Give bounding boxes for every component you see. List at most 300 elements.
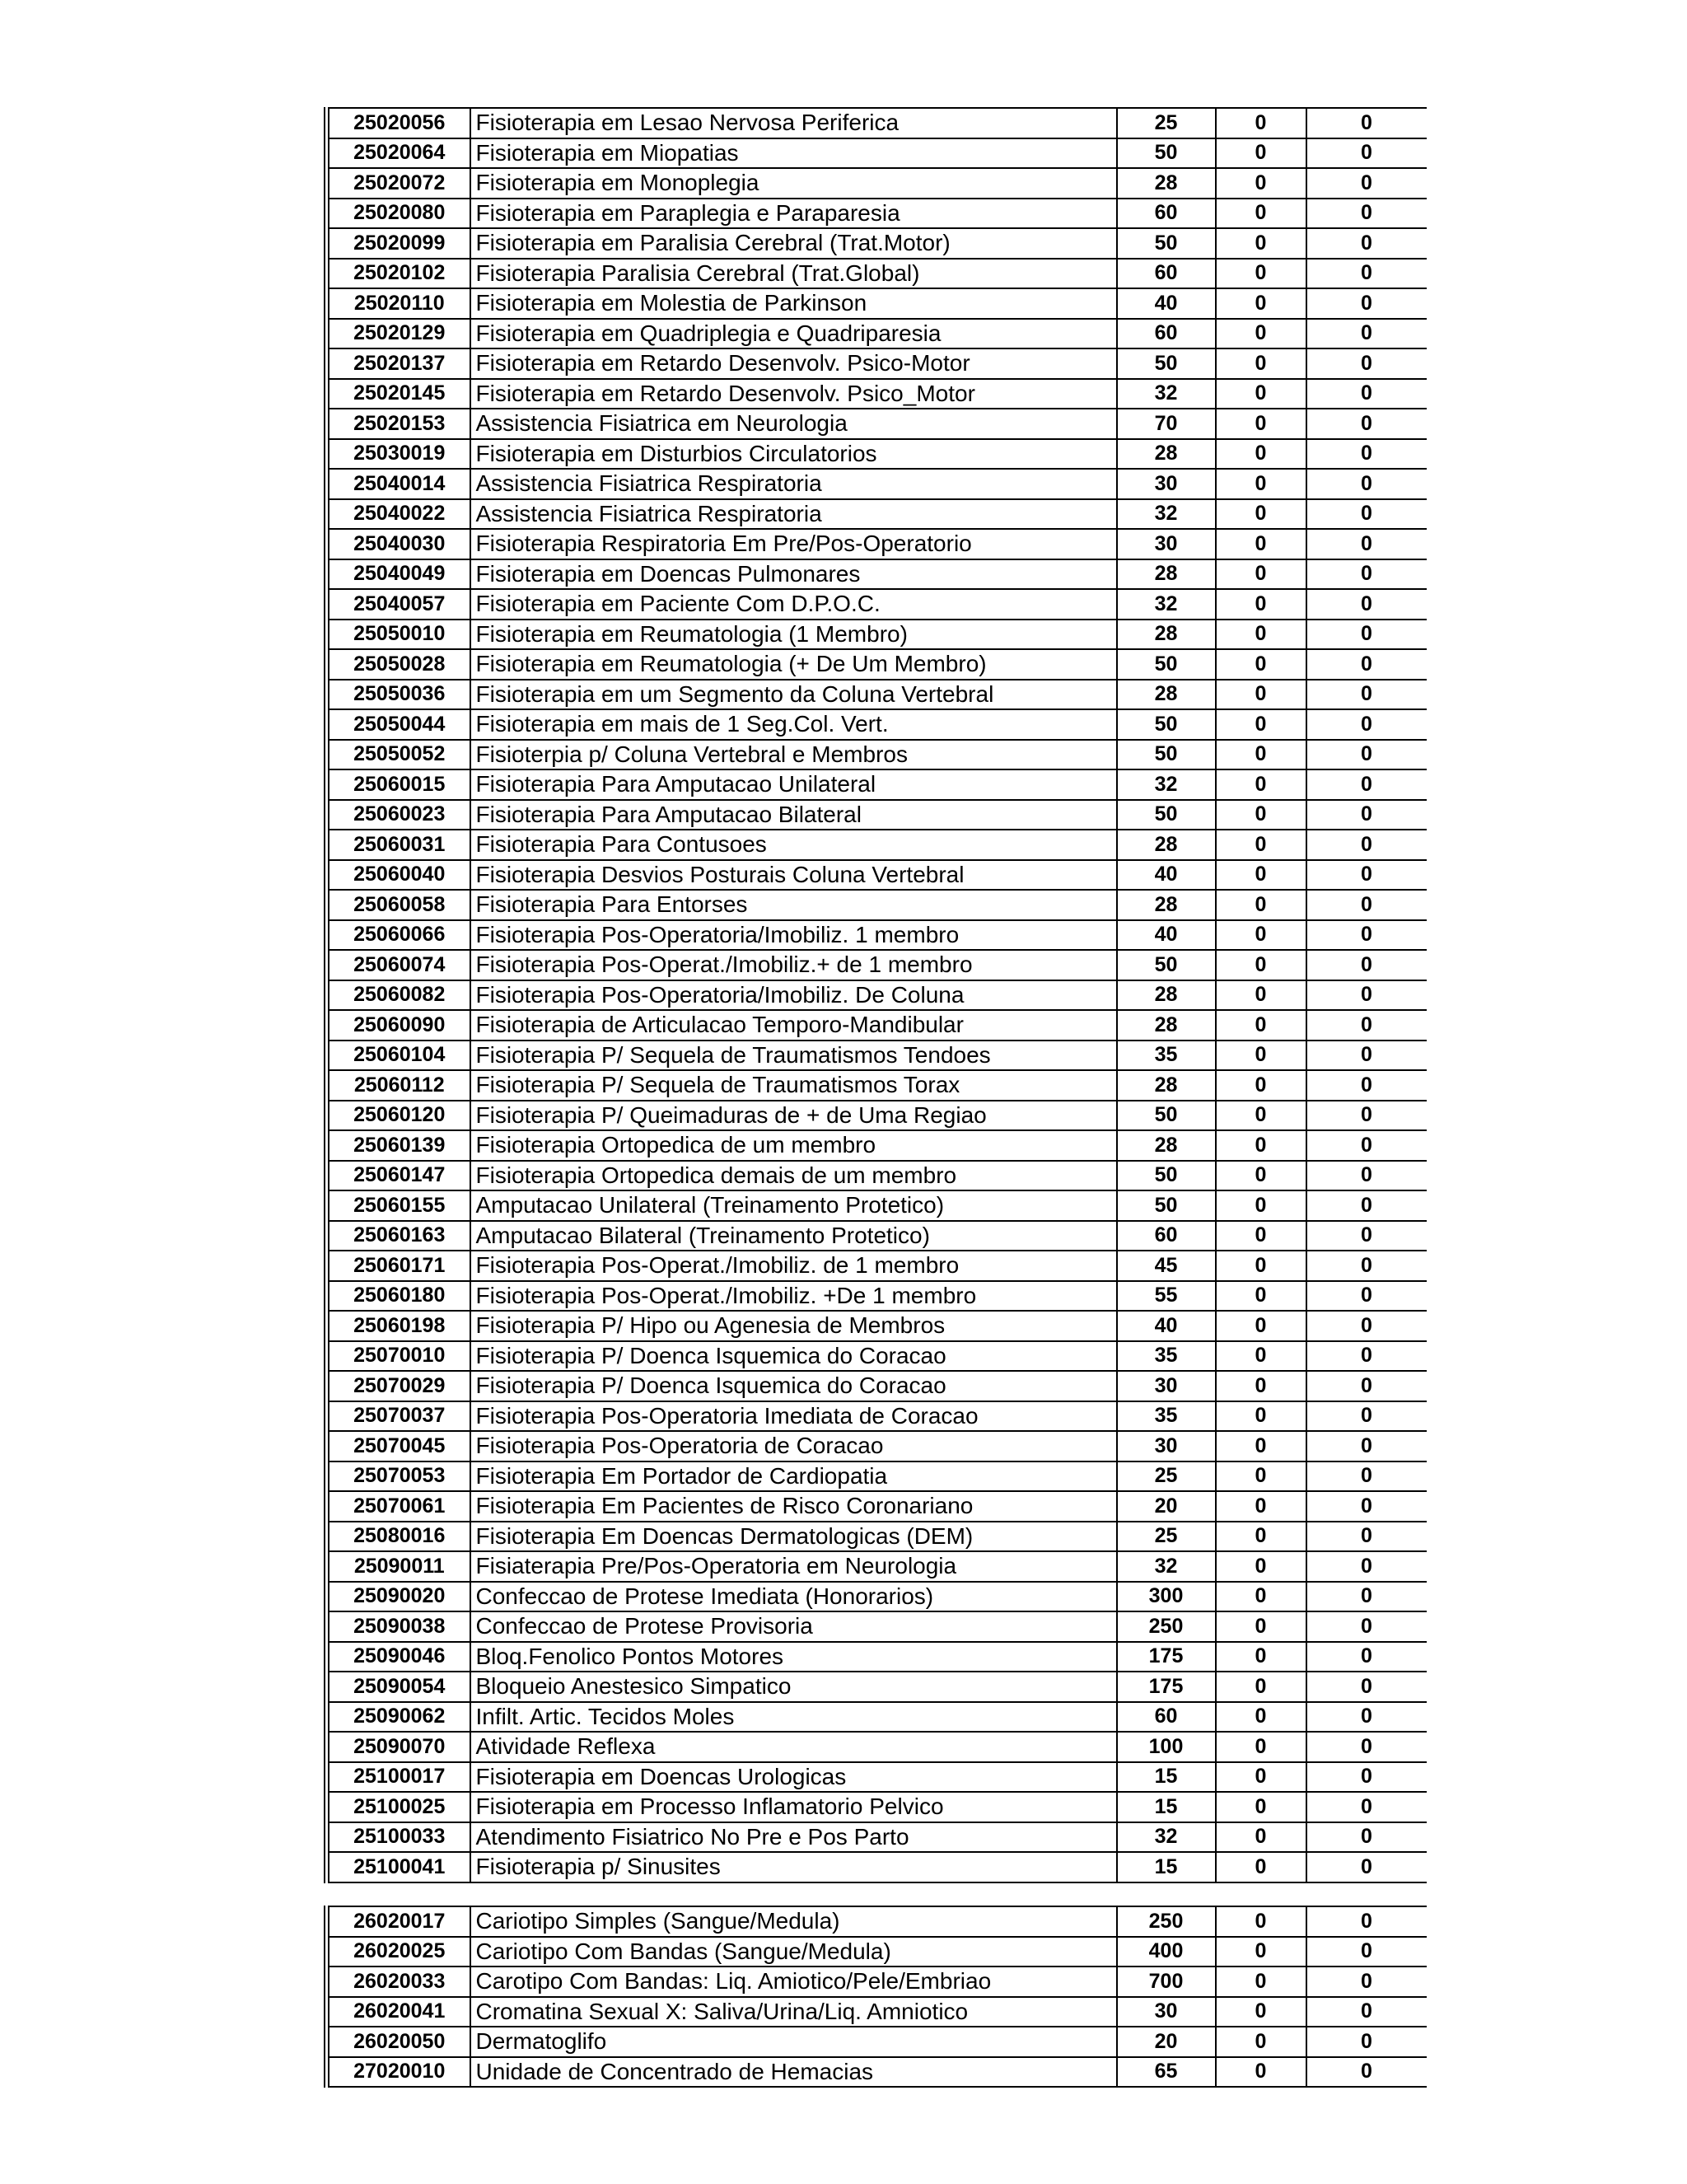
zero-value-cell: 0 (1306, 860, 1427, 891)
zero-value-cell: 0 (1306, 1281, 1427, 1312)
zero-value-cell: 0 (1306, 1522, 1427, 1552)
zero-value-cell: 0 (1306, 1551, 1427, 1582)
procedure-description: Fisioterpia p/ Coluna Vertebral e Membros (470, 740, 1117, 770)
zero-value-cell: 0 (1216, 649, 1306, 680)
procedure-value: 32 (1117, 1822, 1216, 1853)
procedure-code: 25020102 (327, 259, 470, 289)
zero-value-cell: 0 (1216, 1130, 1306, 1161)
procedure-value: 175 (1117, 1642, 1216, 1672)
zero-value-cell: 0 (1216, 920, 1306, 951)
table-row (327, 1281, 1427, 1312)
procedures-table-2 (324, 1906, 1427, 2088)
procedure-code: 25070029 (327, 1371, 470, 1401)
procedure-code: 25090020 (327, 1582, 470, 1612)
procedure-value: 15 (1117, 1852, 1216, 1882)
zero-value-cell: 0 (1306, 589, 1427, 620)
table-row (327, 1461, 1427, 1492)
zero-value-cell: 0 (1306, 499, 1427, 530)
zero-value-cell: 0 (1216, 589, 1306, 620)
zero-value-cell: 0 (1306, 1070, 1427, 1101)
zero-value-cell: 0 (1306, 1672, 1427, 1702)
procedure-value: 50 (1117, 709, 1216, 740)
procedure-value: 60 (1117, 199, 1216, 229)
procedure-description: Fisioterapia Ortopedica demais de um membro (470, 1161, 1117, 1191)
procedure-description: Fisioterapia em Retardo Desenvolv. Psico_Motor (470, 379, 1117, 409)
table-row (327, 138, 1427, 169)
zero-value-cell: 0 (1216, 1281, 1306, 1312)
procedure-description: Fisioterapia em Paciente Com D.P.O.C. (470, 589, 1117, 620)
table-row (327, 1161, 1427, 1191)
procedure-description: Fisioterapia Para Amputacao Bilateral (470, 800, 1117, 830)
table-row (327, 709, 1427, 740)
table-row (327, 980, 1427, 1011)
procedure-value: 60 (1117, 1221, 1216, 1251)
procedure-value: 55 (1117, 1281, 1216, 1312)
procedure-value: 50 (1117, 228, 1216, 259)
procedure-description: Fisioterapia P/ Doenca Isquemica do Coracao (470, 1371, 1117, 1401)
zero-value-cell: 0 (1216, 1937, 1306, 1967)
procedure-description: Fisioterapia p/ Sinusites (470, 1852, 1117, 1882)
procedure-description: Atendimento Fisiatrico No Pre e Pos Parto (470, 1822, 1117, 1853)
table-row (327, 1130, 1427, 1161)
zero-value-cell: 0 (1306, 800, 1427, 830)
procedure-value: 25 (1117, 1522, 1216, 1552)
procedure-code: 25020129 (327, 319, 470, 349)
zero-value-cell: 0 (1216, 319, 1306, 349)
procedure-code: 27020010 (327, 2057, 470, 2088)
zero-value-cell: 0 (1306, 409, 1427, 439)
zero-value-cell: 0 (1216, 1792, 1306, 1822)
procedure-description: Fisioterapia Pos-Operat./Imobiliz. +De 1 membro (470, 1281, 1117, 1312)
procedure-description: Fisioterapia de Articulacao Temporo-Mandibular (470, 1010, 1117, 1041)
procedure-value: 35 (1117, 1401, 1216, 1432)
procedure-code: 25060120 (327, 1101, 470, 1131)
procedure-description: Fisioterapia P/ Doenca Isquemica do Coracao (470, 1341, 1117, 1372)
zero-value-cell: 0 (1306, 1491, 1427, 1522)
zero-value-cell: 0 (1306, 980, 1427, 1011)
zero-value-cell: 0 (1216, 1041, 1306, 1071)
zero-value-cell: 0 (1306, 168, 1427, 199)
procedure-description: Fisiaterapia Pre/Pos-Operatoria em Neurologia (470, 1551, 1117, 1582)
zero-value-cell: 0 (1306, 138, 1427, 169)
procedures-table-2-body (327, 1906, 1427, 2087)
procedure-value: 30 (1117, 529, 1216, 559)
procedures-table (324, 107, 1427, 1883)
procedure-code: 25070037 (327, 1401, 470, 1432)
table-row (327, 1792, 1427, 1822)
procedure-code: 25060023 (327, 800, 470, 830)
zero-value-cell: 0 (1306, 1461, 1427, 1492)
zero-value-cell: 0 (1216, 860, 1306, 891)
procedure-value: 28 (1117, 439, 1216, 470)
zero-value-cell: 0 (1216, 199, 1306, 229)
procedure-value: 250 (1117, 1611, 1216, 1642)
procedure-value: 32 (1117, 499, 1216, 530)
zero-value-cell: 0 (1306, 1906, 1427, 1937)
zero-value-cell: 0 (1306, 709, 1427, 740)
procedure-description: Unidade de Concentrado de Hemacias (470, 2057, 1117, 2088)
zero-value-cell: 0 (1216, 1010, 1306, 1041)
procedure-code: 25090062 (327, 1702, 470, 1733)
procedure-code: 25070010 (327, 1341, 470, 1372)
zero-value-cell: 0 (1306, 1997, 1427, 2027)
zero-value-cell: 0 (1306, 439, 1427, 470)
table-row (327, 259, 1427, 289)
procedure-value: 28 (1117, 980, 1216, 1011)
procedure-value: 28 (1117, 559, 1216, 590)
procedure-description: Fisioterapia P/ Sequela de Traumatismos Tendoes (470, 1041, 1117, 1071)
procedure-code: 25090054 (327, 1672, 470, 1702)
procedure-description: Fisioterapia Paralisia Cerebral (Trat.Global) (470, 259, 1117, 289)
zero-value-cell: 0 (1216, 1997, 1306, 2027)
table-row (327, 529, 1427, 559)
zero-value-cell: 0 (1306, 649, 1427, 680)
procedure-description: Fisioterapia Para Entorses (470, 890, 1117, 920)
procedure-description: Dermatoglifo (470, 2027, 1117, 2057)
table-row (327, 1642, 1427, 1672)
procedure-description: Fisioterapia Pos-Operatoria de Coracao (470, 1431, 1117, 1461)
zero-value-cell: 0 (1306, 950, 1427, 980)
procedure-code: 25100025 (327, 1792, 470, 1822)
zero-value-cell: 0 (1306, 559, 1427, 590)
procedure-code: 25050010 (327, 620, 470, 650)
zero-value-cell: 0 (1306, 1130, 1427, 1161)
procedure-value: 30 (1117, 1997, 1216, 2027)
procedure-code: 25060058 (327, 890, 470, 920)
procedure-description: Assistencia Fisiatrica Respiratoria (470, 499, 1117, 530)
zero-value-cell: 0 (1306, 740, 1427, 770)
table-row (327, 620, 1427, 650)
table-row (327, 589, 1427, 620)
table-row (327, 1937, 1427, 1967)
zero-value-cell: 0 (1216, 830, 1306, 860)
table-row (327, 1582, 1427, 1612)
zero-value-cell: 0 (1216, 1672, 1306, 1702)
procedure-code: 25060040 (327, 860, 470, 891)
zero-value-cell: 0 (1306, 1161, 1427, 1191)
table-row (327, 1852, 1427, 1882)
procedure-description: Fisioterapia em Reumatologia (+ De Um Membro) (470, 649, 1117, 680)
zero-value-cell: 0 (1216, 1431, 1306, 1461)
table-row (327, 439, 1427, 470)
table-row (327, 800, 1427, 830)
procedure-description: Fisioterapia Em Pacientes de Risco Coronariano (470, 1491, 1117, 1522)
procedure-code: 25030019 (327, 439, 470, 470)
procedure-value: 250 (1117, 1906, 1216, 1937)
procedure-value: 60 (1117, 319, 1216, 349)
table-row (327, 1190, 1427, 1221)
table-row (327, 769, 1427, 800)
zero-value-cell: 0 (1216, 499, 1306, 530)
procedure-description: Fisioterapia Pos-Operatoria/Imobiliz. De Coluna (470, 980, 1117, 1011)
procedure-code: 25060090 (327, 1010, 470, 1041)
zero-value-cell: 0 (1216, 288, 1306, 319)
procedure-description: Fisioterapia em Retardo Desenvolv. Psico-Motor (470, 348, 1117, 379)
procedure-code: 26020025 (327, 1937, 470, 1967)
procedure-value: 700 (1117, 1967, 1216, 1997)
procedure-value: 20 (1117, 2027, 1216, 2057)
zero-value-cell: 0 (1216, 379, 1306, 409)
table-row (327, 379, 1427, 409)
table-row (327, 1822, 1427, 1853)
zero-value-cell: 0 (1306, 108, 1427, 138)
zero-value-cell: 0 (1306, 1642, 1427, 1672)
zero-value-cell: 0 (1306, 1371, 1427, 1401)
procedures-table-body (327, 108, 1427, 1882)
procedure-code: 25090038 (327, 1611, 470, 1642)
procedure-code: 25020080 (327, 199, 470, 229)
procedure-value: 50 (1117, 348, 1216, 379)
procedure-code: 25060155 (327, 1190, 470, 1221)
table-row (327, 499, 1427, 530)
zero-value-cell: 0 (1306, 1401, 1427, 1432)
procedure-value: 28 (1117, 1070, 1216, 1101)
zero-value-cell: 0 (1216, 1070, 1306, 1101)
procedure-code: 25060082 (327, 980, 470, 1011)
table-row (327, 409, 1427, 439)
zero-value-cell: 0 (1216, 1221, 1306, 1251)
procedure-value: 45 (1117, 1251, 1216, 1281)
zero-value-cell: 0 (1216, 1702, 1306, 1733)
procedure-value: 32 (1117, 1551, 1216, 1582)
table-row (327, 559, 1427, 590)
zero-value-cell: 0 (1216, 348, 1306, 379)
procedure-description: Amputacao Unilateral (Treinamento Protetico) (470, 1190, 1117, 1221)
procedure-code: 25070045 (327, 1431, 470, 1461)
zero-value-cell: 0 (1216, 740, 1306, 770)
zero-value-cell: 0 (1306, 1792, 1427, 1822)
table-row (327, 1070, 1427, 1101)
procedure-code: 25040057 (327, 589, 470, 620)
table-row (327, 950, 1427, 980)
zero-value-cell: 0 (1306, 890, 1427, 920)
table-row (327, 1401, 1427, 1432)
procedure-code: 25050036 (327, 680, 470, 710)
procedure-description: Fisioterapia P/ Queimaduras de + de Uma Regiao (470, 1101, 1117, 1131)
procedure-description: Fisioterapia Em Doencas Dermatologicas (DEM) (470, 1522, 1117, 1552)
zero-value-cell: 0 (1216, 559, 1306, 590)
table-row (327, 890, 1427, 920)
procedure-code: 26020041 (327, 1997, 470, 2027)
procedure-value: 15 (1117, 1762, 1216, 1793)
table-row (327, 1522, 1427, 1552)
procedure-code: 26020017 (327, 1906, 470, 1937)
procedure-description: Fisioterapia P/ Sequela de Traumatismos Torax (470, 1070, 1117, 1101)
zero-value-cell: 0 (1306, 199, 1427, 229)
zero-value-cell: 0 (1306, 1702, 1427, 1733)
zero-value-cell: 0 (1306, 2027, 1427, 2057)
zero-value-cell: 0 (1216, 890, 1306, 920)
procedure-description: Fisioterapia P/ Hipo ou Agenesia de Membros (470, 1311, 1117, 1341)
zero-value-cell: 0 (1306, 1010, 1427, 1041)
procedure-code: 25040022 (327, 499, 470, 530)
procedure-value: 30 (1117, 1371, 1216, 1401)
procedure-value: 28 (1117, 1010, 1216, 1041)
procedure-code: 25050052 (327, 740, 470, 770)
zero-value-cell: 0 (1216, 1311, 1306, 1341)
procedure-description: Carotipo Com Bandas: Liq. Amiotico/Pele/Embriao (470, 1967, 1117, 1997)
zero-value-cell: 0 (1306, 1251, 1427, 1281)
procedure-code: 26020033 (327, 1967, 470, 1997)
zero-value-cell: 0 (1216, 769, 1306, 800)
table-row (327, 649, 1427, 680)
table-row (327, 1371, 1427, 1401)
zero-value-cell: 0 (1306, 529, 1427, 559)
procedure-value: 50 (1117, 138, 1216, 169)
zero-value-cell: 0 (1306, 680, 1427, 710)
zero-value-cell: 0 (1306, 1611, 1427, 1642)
procedure-description: Bloqueio Anestesico Simpatico (470, 1672, 1117, 1702)
procedure-description: Fisioterapia em Reumatologia (1 Membro) (470, 620, 1117, 650)
zero-value-cell: 0 (1306, 1852, 1427, 1882)
procedure-value: 50 (1117, 950, 1216, 980)
procedure-value: 25 (1117, 1461, 1216, 1492)
procedure-description: Fisioterapia Pos-Operat./Imobiliz.+ de 1 membro (470, 950, 1117, 980)
zero-value-cell: 0 (1216, 469, 1306, 499)
procedure-value: 65 (1117, 2057, 1216, 2088)
table-row (327, 168, 1427, 199)
procedure-description: Fisioterapia Em Portador de Cardiopatia (470, 1461, 1117, 1492)
zero-value-cell: 0 (1306, 1221, 1427, 1251)
procedure-description: Fisioterapia em Disturbios Circulatorios (470, 439, 1117, 470)
zero-value-cell: 0 (1306, 1762, 1427, 1793)
zero-value-cell: 0 (1306, 319, 1427, 349)
zero-value-cell: 0 (1306, 259, 1427, 289)
procedure-code: 25060171 (327, 1251, 470, 1281)
procedure-code: 25060031 (327, 830, 470, 860)
procedure-code: 25020064 (327, 138, 470, 169)
table-row (327, 1702, 1427, 1733)
table-row (327, 199, 1427, 229)
procedure-code: 25060104 (327, 1041, 470, 1071)
table-row (327, 1997, 1427, 2027)
procedure-code: 25060066 (327, 920, 470, 951)
procedure-description: Confeccao de Protese Provisoria (470, 1611, 1117, 1642)
procedure-code: 25090046 (327, 1642, 470, 1672)
procedure-description: Infilt. Artic. Tecidos Moles (470, 1702, 1117, 1733)
procedure-description: Fisioterapia em Paralisia Cerebral (Trat.Motor) (470, 228, 1117, 259)
procedure-code: 25020153 (327, 409, 470, 439)
zero-value-cell: 0 (1216, 1906, 1306, 1937)
zero-value-cell: 0 (1306, 1822, 1427, 1853)
procedure-description: Fisioterapia Para Amputacao Unilateral (470, 769, 1117, 800)
procedure-value: 15 (1117, 1792, 1216, 1822)
zero-value-cell: 0 (1216, 620, 1306, 650)
procedure-value: 50 (1117, 1190, 1216, 1221)
zero-value-cell: 0 (1216, 1491, 1306, 1522)
procedure-description: Fisioterapia em Paraplegia e Paraparesia (470, 199, 1117, 229)
procedure-value: 40 (1117, 860, 1216, 891)
zero-value-cell: 0 (1216, 138, 1306, 169)
zero-value-cell: 0 (1216, 259, 1306, 289)
table-row (327, 2027, 1427, 2057)
procedure-code: 25050028 (327, 649, 470, 680)
table-row (327, 469, 1427, 499)
procedure-code: 25060015 (327, 769, 470, 800)
zero-value-cell: 0 (1306, 228, 1427, 259)
zero-value-cell: 0 (1216, 1582, 1306, 1612)
procedure-code: 25080016 (327, 1522, 470, 1552)
table-row (327, 1010, 1427, 1041)
zero-value-cell: 0 (1306, 769, 1427, 800)
table-row (327, 1967, 1427, 1997)
zero-value-cell: 0 (1306, 469, 1427, 499)
zero-value-cell: 0 (1216, 228, 1306, 259)
procedure-code: 25040030 (327, 529, 470, 559)
table-row (327, 920, 1427, 951)
procedure-value: 28 (1117, 680, 1216, 710)
zero-value-cell: 0 (1306, 288, 1427, 319)
table-row (327, 1251, 1427, 1281)
zero-value-cell: 0 (1216, 1762, 1306, 1793)
zero-value-cell: 0 (1306, 1311, 1427, 1341)
procedure-description: Fisioterapia em Lesao Nervosa Periferica (470, 108, 1117, 138)
zero-value-cell: 0 (1306, 1431, 1427, 1461)
procedure-value: 35 (1117, 1341, 1216, 1372)
procedure-value: 30 (1117, 469, 1216, 499)
procedure-code: 25020145 (327, 379, 470, 409)
zero-value-cell: 0 (1216, 1732, 1306, 1762)
table-row (327, 228, 1427, 259)
table-row (327, 1221, 1427, 1251)
procedure-description: Fisioterapia Respiratoria Em Pre/Pos-Operatorio (470, 529, 1117, 559)
zero-value-cell: 0 (1216, 1642, 1306, 1672)
procedure-code: 25070053 (327, 1461, 470, 1492)
procedure-description: Amputacao Bilateral (Treinamento Protetico) (470, 1221, 1117, 1251)
table-row (327, 1101, 1427, 1131)
table-row (327, 680, 1427, 710)
procedure-code: 25050044 (327, 709, 470, 740)
procedure-description: Fisioterapia Desvios Posturais Coluna Vertebral (470, 860, 1117, 891)
procedure-code: 25060163 (327, 1221, 470, 1251)
zero-value-cell: 0 (1216, 1852, 1306, 1882)
table-row (327, 860, 1427, 891)
zero-value-cell: 0 (1306, 1732, 1427, 1762)
procedure-value: 50 (1117, 800, 1216, 830)
procedure-description: Fisioterapia Ortopedica de um membro (470, 1130, 1117, 1161)
procedure-code: 26020050 (327, 2027, 470, 2057)
table-row (327, 830, 1427, 860)
procedure-description: Fisioterapia em Quadriplegia e Quadriparesia (470, 319, 1117, 349)
procedure-description: Fisioterapia em Processo Inflamatorio Pelvico (470, 1792, 1117, 1822)
procedure-description: Atividade Reflexa (470, 1732, 1117, 1762)
table-row (327, 1431, 1427, 1461)
procedure-value: 32 (1117, 589, 1216, 620)
procedure-code: 25090070 (327, 1732, 470, 1762)
procedure-value: 25 (1117, 108, 1216, 138)
procedure-description: Fisioterapia em um Segmento da Coluna Vertebral (470, 680, 1117, 710)
procedure-description: Fisioterapia em Monoplegia (470, 168, 1117, 199)
zero-value-cell: 0 (1306, 1190, 1427, 1221)
procedure-value: 28 (1117, 620, 1216, 650)
zero-value-cell: 0 (1216, 1251, 1306, 1281)
procedure-code: 25040049 (327, 559, 470, 590)
table-row (327, 1906, 1427, 1937)
procedure-value: 35 (1117, 1041, 1216, 1071)
procedure-code: 25020110 (327, 288, 470, 319)
zero-value-cell: 0 (1216, 1461, 1306, 1492)
procedure-code: 25020099 (327, 228, 470, 259)
procedure-description: Cromatina Sexual X: Saliva/Urina/Liq. Amniotico (470, 1997, 1117, 2027)
table-row (327, 1311, 1427, 1341)
zero-value-cell: 0 (1306, 348, 1427, 379)
table-row (327, 1341, 1427, 1372)
procedure-value: 50 (1117, 649, 1216, 680)
procedure-description: Fisioterapia Pos-Operatoria Imediata de Coracao (470, 1401, 1117, 1432)
procedure-value: 60 (1117, 1702, 1216, 1733)
procedure-code: 25060139 (327, 1130, 470, 1161)
zero-value-cell: 0 (1216, 409, 1306, 439)
